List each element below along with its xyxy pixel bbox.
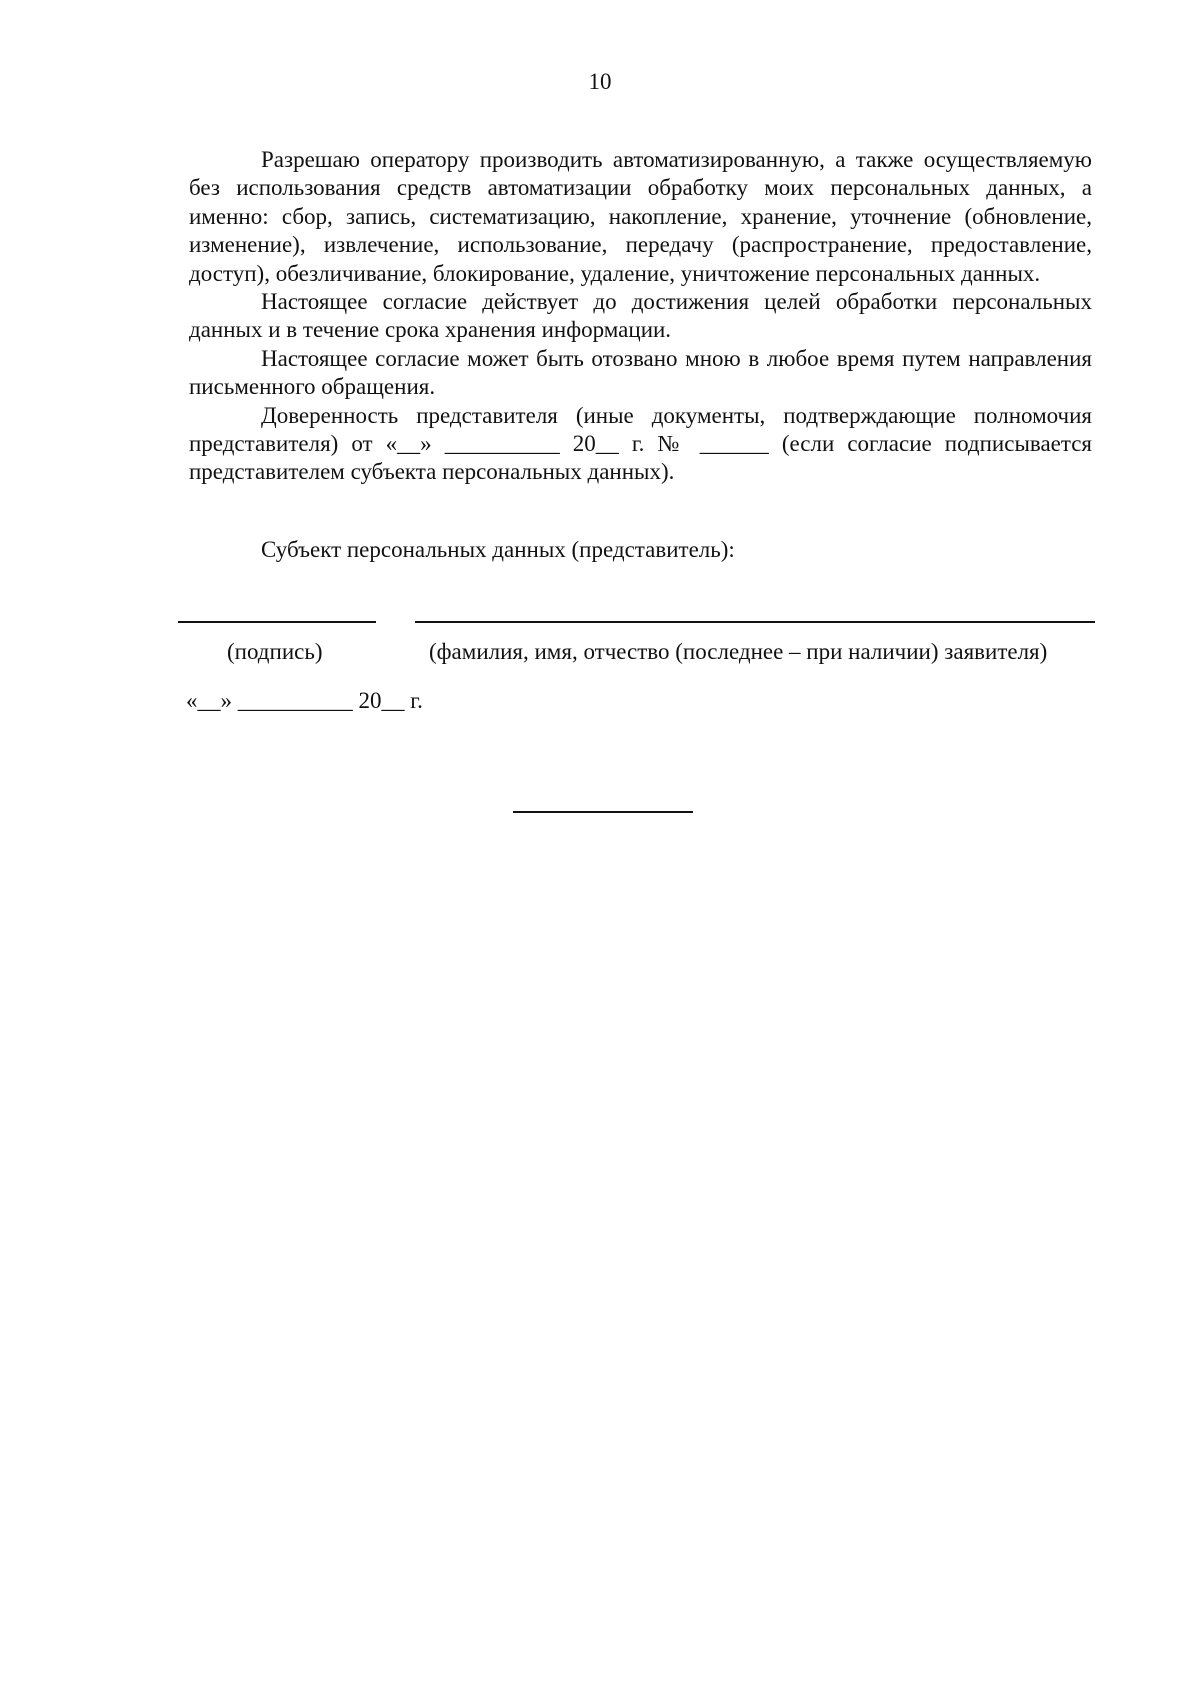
date-line: «__» __________ 20__ г. [186, 688, 423, 713]
consent-paragraph-processing: Разрешаю оператору производить автоматизированную, а также осуществляемую без использования средств автоматизации обработку моих персональных данных, а именно: сбор, запись, систематизацию, накопление, хранение, уточнение (обновление, изменение), извлечение, использование, передачу (распространение, предоставление, доступ), обезличивание, блокирование, удаление, уничтожение персональных данных. [189, 147, 1092, 286]
name-caption: (фамилия, имя, отчество (последнее – при наличии) заявителя) [429, 639, 1048, 664]
consent-paragraph-power-of-attorney: Доверенность представителя (иные документы, подтверждающие полномочия представителя) от «__» __________ 20__ г. № ______ (если согласие подписывается представителем субъекта персональных данных). [189, 402, 1092, 485]
page-number: 10 [588, 69, 612, 94]
signature-caption: (подпись) [227, 639, 323, 664]
subject-label: Субъект персональных данных (представитель): [261, 537, 735, 562]
consent-body [189, 146, 1092, 487]
consent-paragraph-validity: Настоящее согласие действует до достижения целей обработки персональных данных и в течение срока хранения информации. [189, 289, 1092, 343]
signature-blank-line [178, 621, 376, 623]
name-blank-line [415, 621, 1095, 623]
consent-paragraph-revocation: Настоящее согласие может быть отозвано мною в любое время путем направления письменного обращения. [189, 345, 1092, 400]
end-of-document-rule [513, 811, 693, 813]
